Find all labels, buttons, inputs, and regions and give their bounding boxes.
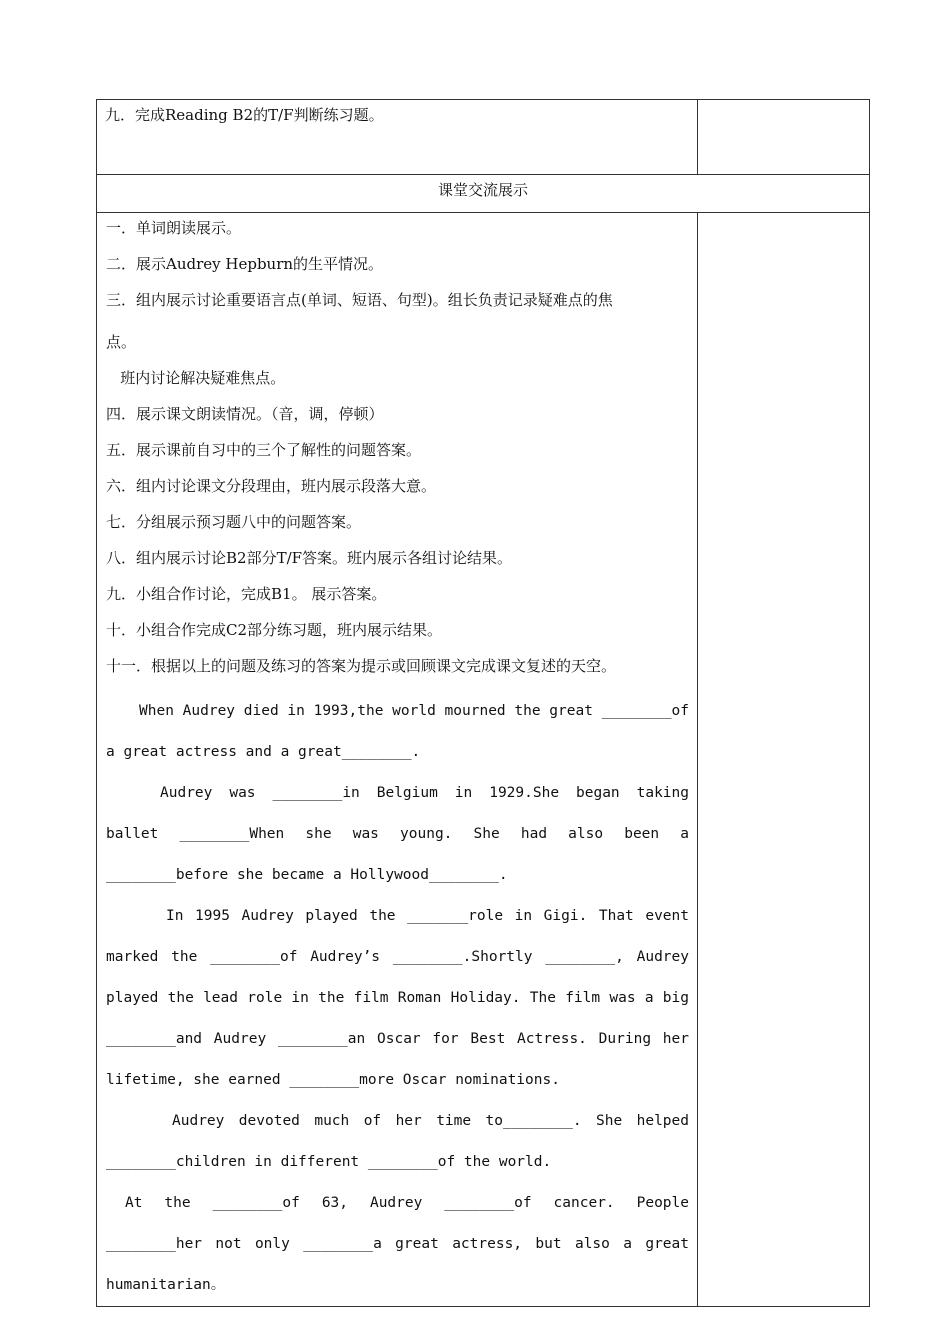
section-title-row xyxy=(97,175,870,213)
list-item: 八．组内展示讨论B2部分T/F答案。班内展示各组讨论结果。 xyxy=(106,549,513,567)
list-item: 一．单词朗读展示。 xyxy=(106,219,242,237)
section-title: 课堂交流展示 xyxy=(97,175,870,213)
task-cell xyxy=(97,100,698,175)
notes-cell-bottom xyxy=(698,213,870,1307)
worksheet-table xyxy=(96,99,870,1307)
list-item: 班内讨论解决疑难焦点。 xyxy=(106,369,286,387)
task-text: 九．完成Reading B2的T/F判断练习题。 xyxy=(105,106,384,124)
list-item: 五．展示课前自习中的三个了解性的问题答案。 xyxy=(106,441,422,459)
notes-cell-top xyxy=(698,100,870,175)
passage-paragraph: In 1995 Audrey played the _______role in Gigi. That event marked the ________of Audrey’s ________.Shortly ________, Audrey played the lead role in the film Roman Holiday. The film was a big ________and Audrey ________an Oscar for Best Actress. During her lifetime, she earned ________more Oscar nominations. xyxy=(106,908,689,1088)
list-item: 二．展示Audrey Hepburn的生平情况。 xyxy=(106,255,384,273)
passage-paragraph: At the ________of 63, Audrey ________of cancer. People ________her not only ________a great actress, but also a great humanitarian。 xyxy=(106,1195,689,1293)
list-item: 三．组内展示讨论重要语言点(单词、短语、句型)。组长负责记录疑难点的焦 xyxy=(106,291,613,309)
passage-paragraph: When Audrey died in 1993,the world mourned the great ________of a great actress and a great________. xyxy=(106,703,689,760)
retelling-passage xyxy=(106,691,689,1306)
list-item: 十一．根据以上的问题及练习的答案为提示或回顾课文完成课文复述的天空。 xyxy=(106,657,617,675)
list-item: 七．分组展示预习题八中的问题答案。 xyxy=(106,513,362,531)
content-row xyxy=(97,213,870,1307)
list-item: 十．小组合作完成C2部分练习题，班内展示结果。 xyxy=(106,621,443,639)
content-cell xyxy=(97,213,698,1307)
list-item: 六．组内讨论课文分段理由，班内展示段落大意。 xyxy=(106,477,437,495)
task-row xyxy=(97,100,870,175)
content-body xyxy=(97,213,697,1306)
list-item: 九．小组合作讨论，完成B1。 展示答案。 xyxy=(106,585,387,603)
worksheet-table-container xyxy=(96,99,869,1307)
passage-paragraph: Audrey devoted much of her time to________. She helped ________children in different ________of the world. xyxy=(106,1113,689,1170)
list-item: 四．展示课文朗读情况。（音，调，停顿） xyxy=(106,405,384,423)
list-item: 点。 xyxy=(106,333,137,351)
passage-paragraph: Audrey was ________in Belgium in 1929.She began taking ballet ________When she was young. She had also been a ________before she became a Hollywood________. xyxy=(106,785,689,883)
